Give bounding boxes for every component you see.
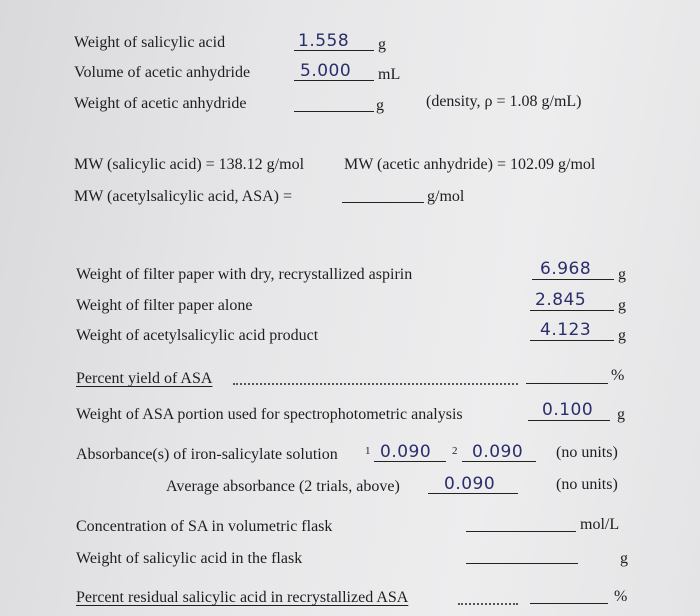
average-absorbance-value: 0.090 <box>444 474 496 494</box>
mw-salicylic: MW (salicylic acid) = 138.12 g/mol <box>74 156 305 173</box>
trial-2-blank <box>462 461 536 462</box>
density-note: (density, ρ = 1.08 g/mL) <box>426 93 582 110</box>
filter-alone-blank <box>530 310 614 311</box>
asa-product-label: Weight of acetylsalicylic acid product <box>76 327 319 344</box>
mw-asa-label: MW (acetylsalicylic acid, ASA) = <box>74 188 292 205</box>
trial-2-value: 0.090 <box>472 442 524 462</box>
percent-residual-label: Percent residual salicylic acid in recrystallized ASA <box>76 589 409 606</box>
sa-weight-label: Weight of salicylic acid in the flask <box>76 550 303 567</box>
mw-asa-unit: g/mol <box>427 188 465 205</box>
percent-yield-blank[interactable] <box>526 383 608 384</box>
acetic-volume-unit: mL <box>378 66 401 83</box>
trial-1-blank <box>374 461 446 462</box>
acetic-volume-value: 5.000 <box>300 61 352 81</box>
acetic-weight-unit: g <box>376 97 384 114</box>
filter-alone-unit: g <box>618 297 626 314</box>
concentration-unit: mol/L <box>580 516 620 533</box>
filter-alone-label: Weight of filter paper alone <box>76 297 253 314</box>
acetic-weight-blank[interactable] <box>294 111 374 112</box>
salicylic-weight-unit: g <box>378 36 386 53</box>
average-absorbance-blank <box>428 493 518 494</box>
average-absorbance-label: Average absorbance (2 trials, above) <box>166 478 400 495</box>
asa-product-unit: g <box>618 327 626 344</box>
filter-dry-value: 6.968 <box>540 259 592 279</box>
acetic-volume-label: Volume of acetic anhydride <box>74 64 251 81</box>
percent-residual-leader <box>458 603 518 605</box>
filter-dry-unit: g <box>618 266 626 283</box>
asa-product-blank <box>530 340 614 341</box>
asa-portion-unit: g <box>617 406 625 423</box>
percent-residual-blank[interactable] <box>530 603 608 604</box>
salicylic-weight-blank <box>294 50 374 51</box>
percent-yield-label: Percent yield of ASA <box>76 370 213 387</box>
percent-yield-leader <box>233 383 518 385</box>
filter-alone-value: 2.845 <box>535 290 587 310</box>
trial-2-number: 2 <box>452 445 458 457</box>
percent-yield-unit: % <box>611 367 625 384</box>
asa-product-value: 4.123 <box>540 320 592 340</box>
sa-weight-unit: g <box>620 550 628 567</box>
trial-1-number: 1 <box>365 445 371 457</box>
concentration-blank[interactable] <box>466 531 576 532</box>
absorbance-no-units: (no units) <box>556 444 618 461</box>
filter-dry-label: Weight of filter paper with dry, recrystallized aspirin <box>76 266 413 283</box>
percent-residual-unit: % <box>614 588 628 605</box>
salicylic-weight-label: Weight of salicylic acid <box>74 34 226 51</box>
mw-acetic: MW (acetic anhydride) = 102.09 g/mol <box>344 156 596 173</box>
mw-asa-blank[interactable] <box>342 202 424 203</box>
acetic-volume-blank <box>294 80 374 81</box>
average-no-units: (no units) <box>556 476 618 493</box>
asa-portion-blank <box>528 420 610 421</box>
trial-1-value: 0.090 <box>380 442 432 462</box>
salicylic-weight-value: 1.558 <box>298 31 350 51</box>
sa-weight-blank[interactable] <box>466 563 578 564</box>
acetic-weight-label: Weight of acetic anhydride <box>74 95 247 112</box>
concentration-label: Concentration of SA in volumetric flask <box>76 518 333 535</box>
absorbance-label: Absorbance(s) of iron-salicylate solution <box>76 446 338 463</box>
filter-dry-blank <box>532 279 614 280</box>
asa-portion-value: 0.100 <box>542 400 594 420</box>
asa-portion-label: Weight of ASA portion used for spectrophotometric analysis <box>76 406 463 423</box>
